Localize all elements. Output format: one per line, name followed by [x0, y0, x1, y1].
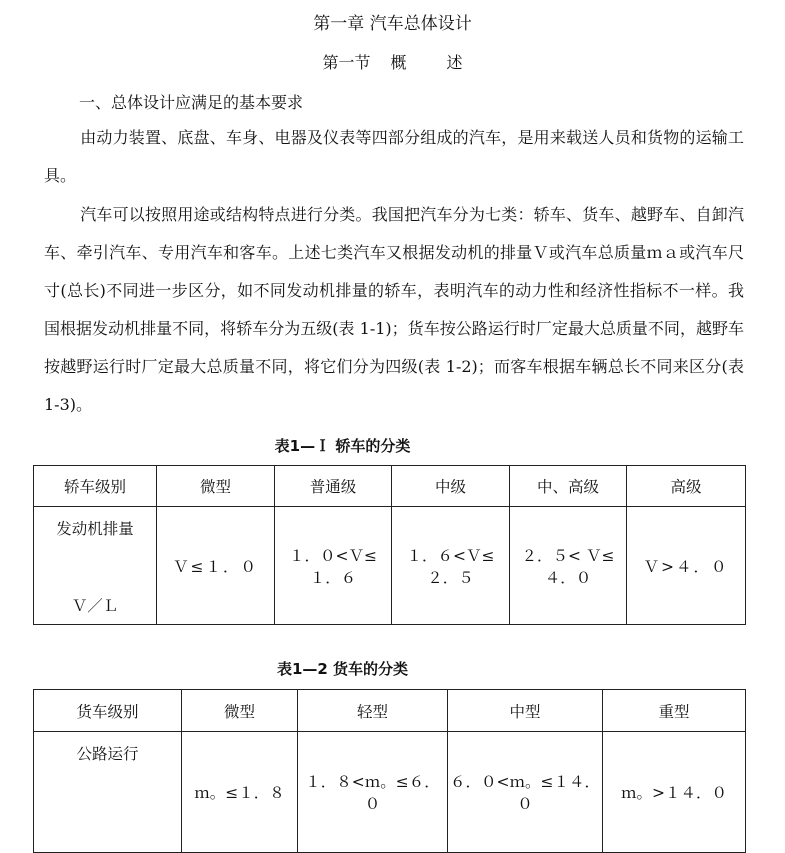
chapter-title: 第一章 汽车总体设计 — [313, 14, 472, 34]
row-label-cell — [34, 732, 182, 853]
value-cell: ２．５< Ｖ≤４．０ — [510, 507, 627, 625]
value-cell: １．８<ｍ。≤６．０ — [298, 732, 448, 853]
row-label-top: 发动机排量 — [56, 520, 134, 538]
table1-caption: 表1—Ｉ 轿车的分类 — [274, 437, 411, 455]
paragraph-2-text: 汽车可以按照用途或结构特点进行分类。我国把汽车分为七类：轿车、货车、越野车、自卸汽车、牵引汽车、专用汽车和客车。上述七类汽车又根据发动机的排量Ｖ或汽车总质量ｍａ或汽车尺寸(总长)不同进一步区分，如不同发动机排量的轿车，表明汽车的动力性和经济性指标不一样。我国根据发动机排量不同，将轿车分为五级(表 1-1)；货车按公路运行时厂定最大总质量不同，越野车按越野运行时厂定最大总质量不同，将它们分为四级(表 1-2)；而客车根据车辆总长不同来区分(表 1-3)。 — [44, 205, 744, 414]
table-row — [34, 732, 746, 853]
section-heading: 一、总体设计应满足的基本要求 — [79, 93, 304, 112]
value-cell: ｍ。>１４．０ — [603, 732, 746, 853]
table-header-row — [34, 690, 746, 732]
header-cell: 中型 — [448, 690, 603, 732]
paragraph-1-text: 由动力装置、底盘、车身、电器及仪表等四部分组成的汽车，是用来载送人员和货物的运输工具。 — [44, 128, 744, 185]
row-label-bottom: Ｖ／Ｌ — [71, 597, 119, 615]
table-header-row — [34, 466, 746, 507]
value-cell: ６．０<ｍ。≤１４．０ — [448, 732, 603, 853]
value-cell: １．６<Ｖ≤２．５ — [392, 507, 510, 625]
header-cell: 重型 — [603, 690, 746, 732]
value-cell: ｍ。≤１．８ — [182, 732, 298, 853]
section-title-left: 第一节 — [322, 53, 371, 72]
header-cell: 普通级 — [275, 466, 392, 507]
header-cell: 微型 — [182, 690, 298, 732]
car-classification-table — [33, 465, 746, 625]
section-title-right: 述 — [446, 53, 463, 72]
table2-caption: 表1—2 货车的分类 — [276, 660, 409, 678]
section-title-mid: 概 — [390, 53, 407, 72]
header-cell: 轿车级别 — [34, 466, 157, 507]
header-cell: 微型 — [157, 466, 275, 507]
header-cell: 高级 — [627, 466, 746, 507]
value-cell: Ｖ>４．０ — [627, 507, 746, 625]
value-cell: １．０<Ｖ≤１．６ — [275, 507, 392, 625]
section-title — [0, 50, 785, 73]
value-cell: Ｖ≤１．０ — [157, 507, 275, 625]
header-cell: 货车级别 — [34, 690, 182, 732]
table-row — [34, 507, 746, 625]
header-cell: 中、高级 — [510, 466, 627, 507]
truck-classification-table — [33, 689, 746, 853]
header-cell: 轻型 — [298, 690, 448, 732]
row-label-cell — [34, 507, 157, 625]
paragraph-2 — [44, 196, 744, 424]
paragraph-1 — [44, 119, 744, 195]
row-label-top: 公路运行 — [76, 745, 139, 763]
header-cell: 中级 — [392, 466, 510, 507]
